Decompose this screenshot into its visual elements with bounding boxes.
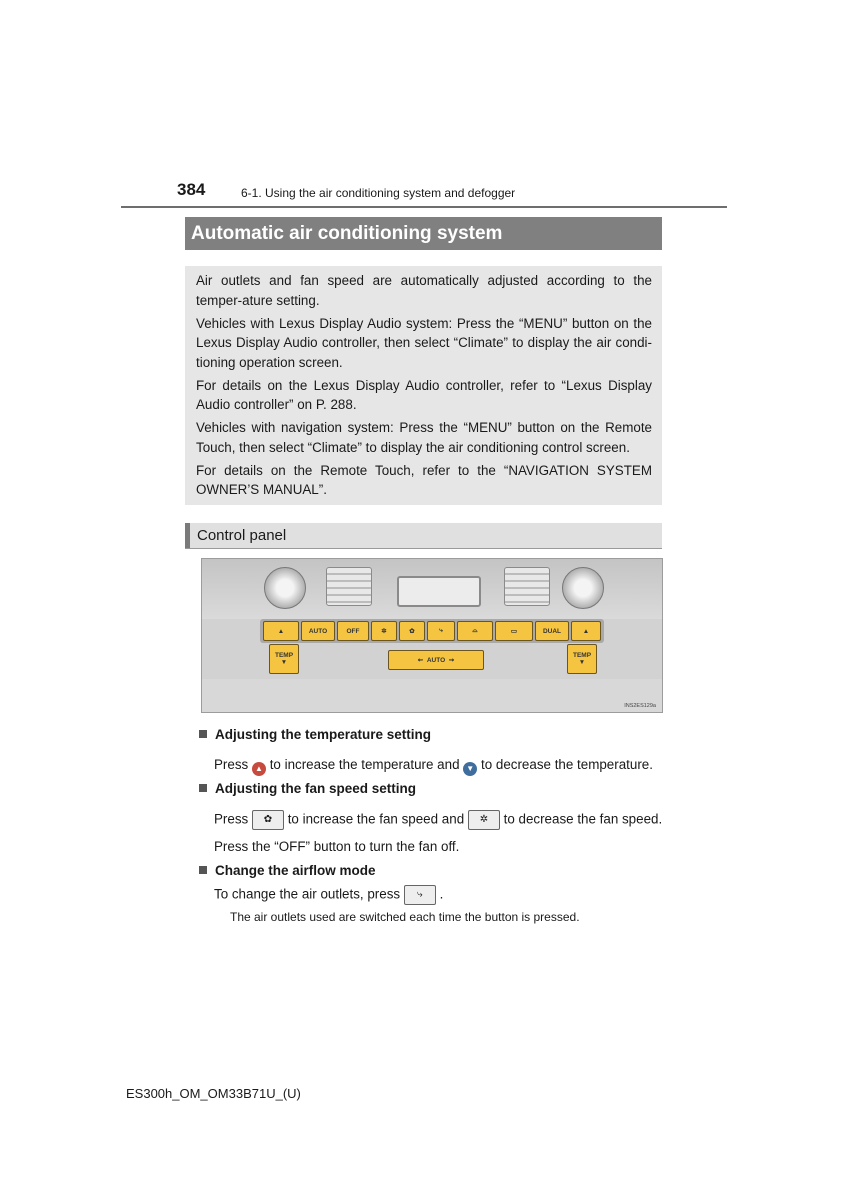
left-vent (326, 567, 372, 606)
dual-button (535, 621, 569, 641)
section-title: Automatic air conditioning system (185, 217, 662, 250)
dual-label: DUAL (542, 627, 562, 635)
temp-instruction (214, 757, 653, 776)
airflow-instruction (214, 885, 443, 905)
fan-decrease-text: to decrease the fan speed. (503, 811, 663, 827)
intro-box (185, 266, 662, 505)
airflow-mode-icon: ⤷ (404, 885, 436, 905)
fan-section-heading (199, 781, 416, 796)
header-divider (121, 206, 727, 208)
intro-paragraph: For details on the Remote Touch, refer to the “NAVIGATION SYSTEM OWNER’S MANUAL”. (196, 462, 652, 497)
lower-auto-button: ⇜ AUTO ⇝ (388, 650, 484, 670)
intro-paragraph: Vehicles with navigation system: Press the “MENU” button on the Remote Touch, then select “Climate” to display the air conditioning control screen. (196, 420, 652, 455)
fan-heading-text: Adjusting the fan speed setting (215, 781, 417, 796)
fan-off-note: Press the “OFF” button to turn the fan off. (214, 839, 460, 854)
control-panel-heading-bar (185, 523, 662, 549)
control-panel-illustration (201, 558, 663, 713)
temperature-up-icon: ▲ (252, 762, 266, 776)
chapter-title: 6-1. Using the air conditioning system and defogger (241, 186, 516, 200)
airflow-panel-button: ⤷ (427, 621, 455, 641)
bullet-square-icon (199, 730, 207, 738)
press-text: Press (214, 757, 249, 772)
auto-button (301, 621, 335, 641)
temp-decrease-text: to decrease the temperature. (481, 757, 653, 772)
temp-label: TEMP (274, 652, 294, 659)
temperature-down-icon: ▼ (463, 762, 477, 776)
fan-instruction (214, 810, 662, 830)
temp-up-left-button: ▲ (263, 621, 299, 641)
temp-up-right-button: ▲ (571, 621, 601, 641)
off-label: OFF (346, 627, 360, 635)
intro-paragraph: For details on the Lexus Display Audio controller, refer to “Lexus Display Audio controller” on P. 288. (196, 377, 652, 412)
off-button (337, 621, 369, 641)
airflow-note: The air outlets used are switched each time the button is pressed. (230, 910, 580, 924)
airflow-heading-text: Change the airflow mode (215, 863, 376, 878)
temp-down-right-button: TEMP ▼ (567, 644, 597, 674)
temp-heading-text: Adjusting the temperature setting (215, 727, 432, 742)
temp-section-heading (199, 727, 431, 742)
temp-down-left-button: TEMP ▼ (269, 644, 299, 674)
bullet-square-icon (199, 784, 207, 792)
fan-increase-text: to increase the fan speed and (287, 811, 465, 827)
fan-speed-down-icon: ✲ (468, 810, 500, 830)
airflow-instruction-text: To change the air outlets, press (214, 886, 401, 902)
airflow-section-heading (199, 863, 376, 878)
rear-defog-panel-button: ▭ (495, 621, 533, 641)
temp-increase-text: to increase the temperature and (269, 757, 460, 772)
airflow-period: . (439, 886, 444, 902)
temp-label: TEMP (572, 652, 592, 659)
auto-label: AUTO (308, 627, 328, 635)
fan-up-panel-button: ✿ (399, 621, 425, 641)
right-vent (504, 567, 550, 606)
bullet-square-icon (199, 866, 207, 874)
image-code: INS2ES129a (624, 703, 656, 709)
left-knob (264, 567, 306, 609)
intro-paragraph: Vehicles with Lexus Display Audio system: Press the “MENU” button on the Lexus Display Audio controller, then select “Climate” to display the air condi-tioning operation screen. (196, 315, 652, 370)
intro-paragraph: Air outlets and fan speed are automatically adjusted according to the temper-ature setting. (196, 273, 652, 308)
right-knob (562, 567, 604, 609)
fan-down-panel-button: ✲ (371, 621, 397, 641)
heading-accent (185, 523, 190, 548)
control-panel-heading: Control panel (197, 527, 287, 544)
auto-lower-label: AUTO (426, 656, 446, 664)
dash-lower (202, 679, 663, 713)
front-defog-panel-button: ⌓ (457, 621, 493, 641)
center-display (397, 576, 481, 607)
page-number: 384 (177, 180, 206, 199)
footer-code: ES300h_OM_OM33B71U_(U) (126, 1086, 301, 1101)
fan-speed-up-icon: ✿ (252, 810, 284, 830)
press-text: Press (214, 811, 249, 827)
